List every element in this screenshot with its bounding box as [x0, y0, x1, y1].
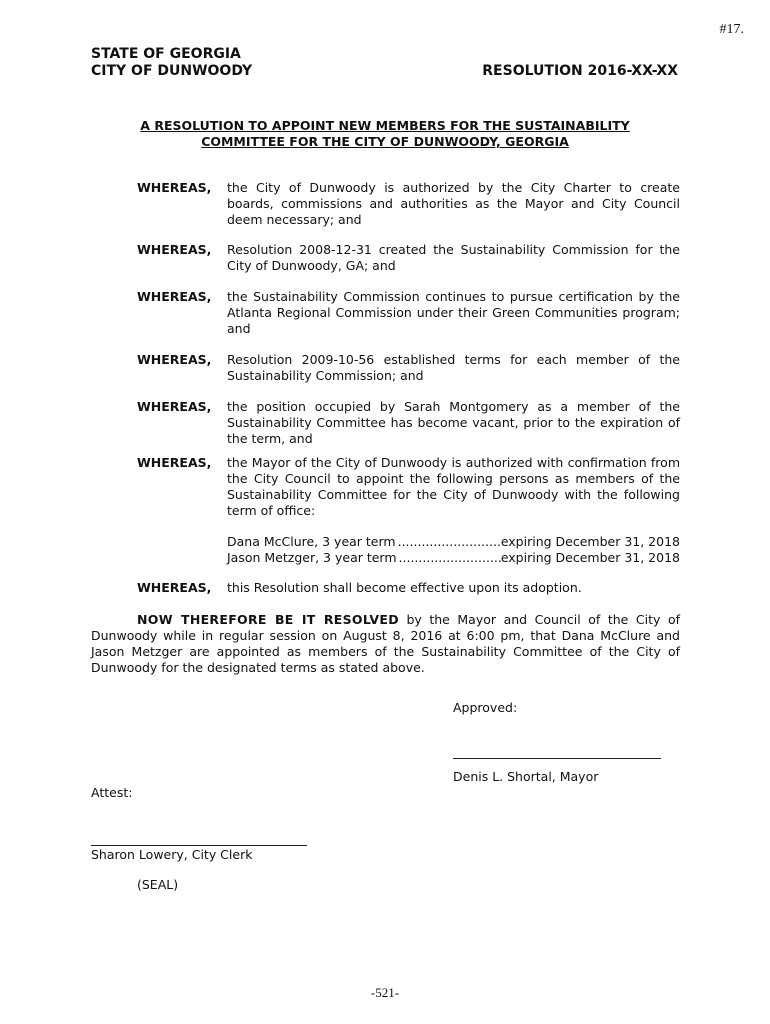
resolved-paragraph [91, 612, 680, 676]
whereas-label: WHEREAS, [137, 242, 212, 257]
appointee-name: Jason Metzger, 3 year term [227, 550, 397, 565]
item-number: #17. [719, 22, 744, 37]
dot-leader [397, 550, 501, 566]
mayor-name: Denis L. Shortal, Mayor [453, 769, 599, 784]
title-line-2: COMMITTEE FOR THE CITY OF DUNWOODY, GEORGIA [201, 134, 569, 149]
whereas-clause-3 [137, 289, 680, 337]
mayor-signature-line [453, 758, 661, 759]
whereas-clause-7 [137, 580, 680, 596]
whereas-clause-5 [137, 399, 680, 447]
whereas-text: the City of Dunwoody is authorized by the City Charter to create boards, commissions and authorities as the Mayor and City Council deem necessary; and [227, 180, 680, 227]
dot-leader [396, 534, 501, 550]
title-line-1: A RESOLUTION TO APPOINT NEW MEMBERS FOR THE SUSTAINABILITY [140, 118, 630, 133]
whereas-clause-2 [137, 242, 680, 274]
whereas-text: the position occupied by Sarah Montgomery as a member of the Sustainability Committee has become vacant, prior to the expiration of the term, and [227, 399, 680, 446]
whereas-label: WHEREAS, [137, 289, 212, 304]
header-state-city [91, 46, 252, 80]
whereas-text: the Sustainability Commission continues to pursue certification by the Atlanta Regional Commission under their Green Communities program; and [227, 289, 680, 336]
appointee-name: Dana McClure, 3 year term [227, 534, 396, 549]
document-title [91, 118, 679, 150]
resolved-lead: NOW THEREFORE BE IT RESOLVED [137, 612, 399, 627]
clerk-name: Sharon Lowery, City Clerk [91, 847, 253, 862]
seal-label: (SEAL) [137, 877, 179, 892]
resolution-number: RESOLUTION 2016-XX-XX [482, 63, 678, 79]
header-state: STATE OF GEORGIA [91, 46, 241, 62]
whereas-label: WHEREAS, [137, 352, 212, 367]
header-city: CITY OF DUNWOODY [91, 63, 253, 79]
appointment-list [227, 534, 680, 566]
page-number: -521- [370, 985, 400, 1000]
whereas-label: WHEREAS, [137, 580, 212, 595]
term-expiration: expiring December 31, 2018 [500, 534, 680, 549]
attest-label: Attest: [91, 785, 133, 800]
whereas-text: Resolution 2008-12-31 created the Sustainability Commission for the City of Dunwoody, GA; and [227, 242, 680, 273]
whereas-label: WHEREAS, [137, 455, 212, 470]
whereas-label: WHEREAS, [137, 399, 212, 414]
whereas-text: this Resolution shall become effective upon its adoption. [227, 580, 582, 595]
resolved-text: by the Mayor and Council of the City of Dunwoody while in regular session on August 8, 2016 at 6:00 pm, that Dana McClure and Jason Metzger are appointed as members of the Sustainability Committee of the City of Dunwoody for the designated terms as stated above. [91, 612, 680, 675]
whereas-clause-1 [137, 180, 680, 228]
appointment-row [227, 550, 680, 566]
whereas-label: WHEREAS, [137, 180, 212, 195]
whereas-text: the Mayor of the City of Dunwoody is authorized with confirmation from the City Council to appoint the following persons as members of the Sustainability Committee for the City of Dunwoody with the following term of office: [227, 455, 680, 518]
whereas-clause-4 [137, 352, 680, 384]
appointment-row [227, 534, 680, 550]
whereas-text: Resolution 2009-10-56 established terms for each member of the Sustainability Commission; and [227, 352, 680, 383]
approved-label: Approved: [453, 700, 518, 715]
term-expiration: expiring December 31, 2018 [500, 550, 680, 565]
clerk-signature-line [91, 845, 307, 846]
whereas-clause-6 [137, 455, 680, 519]
